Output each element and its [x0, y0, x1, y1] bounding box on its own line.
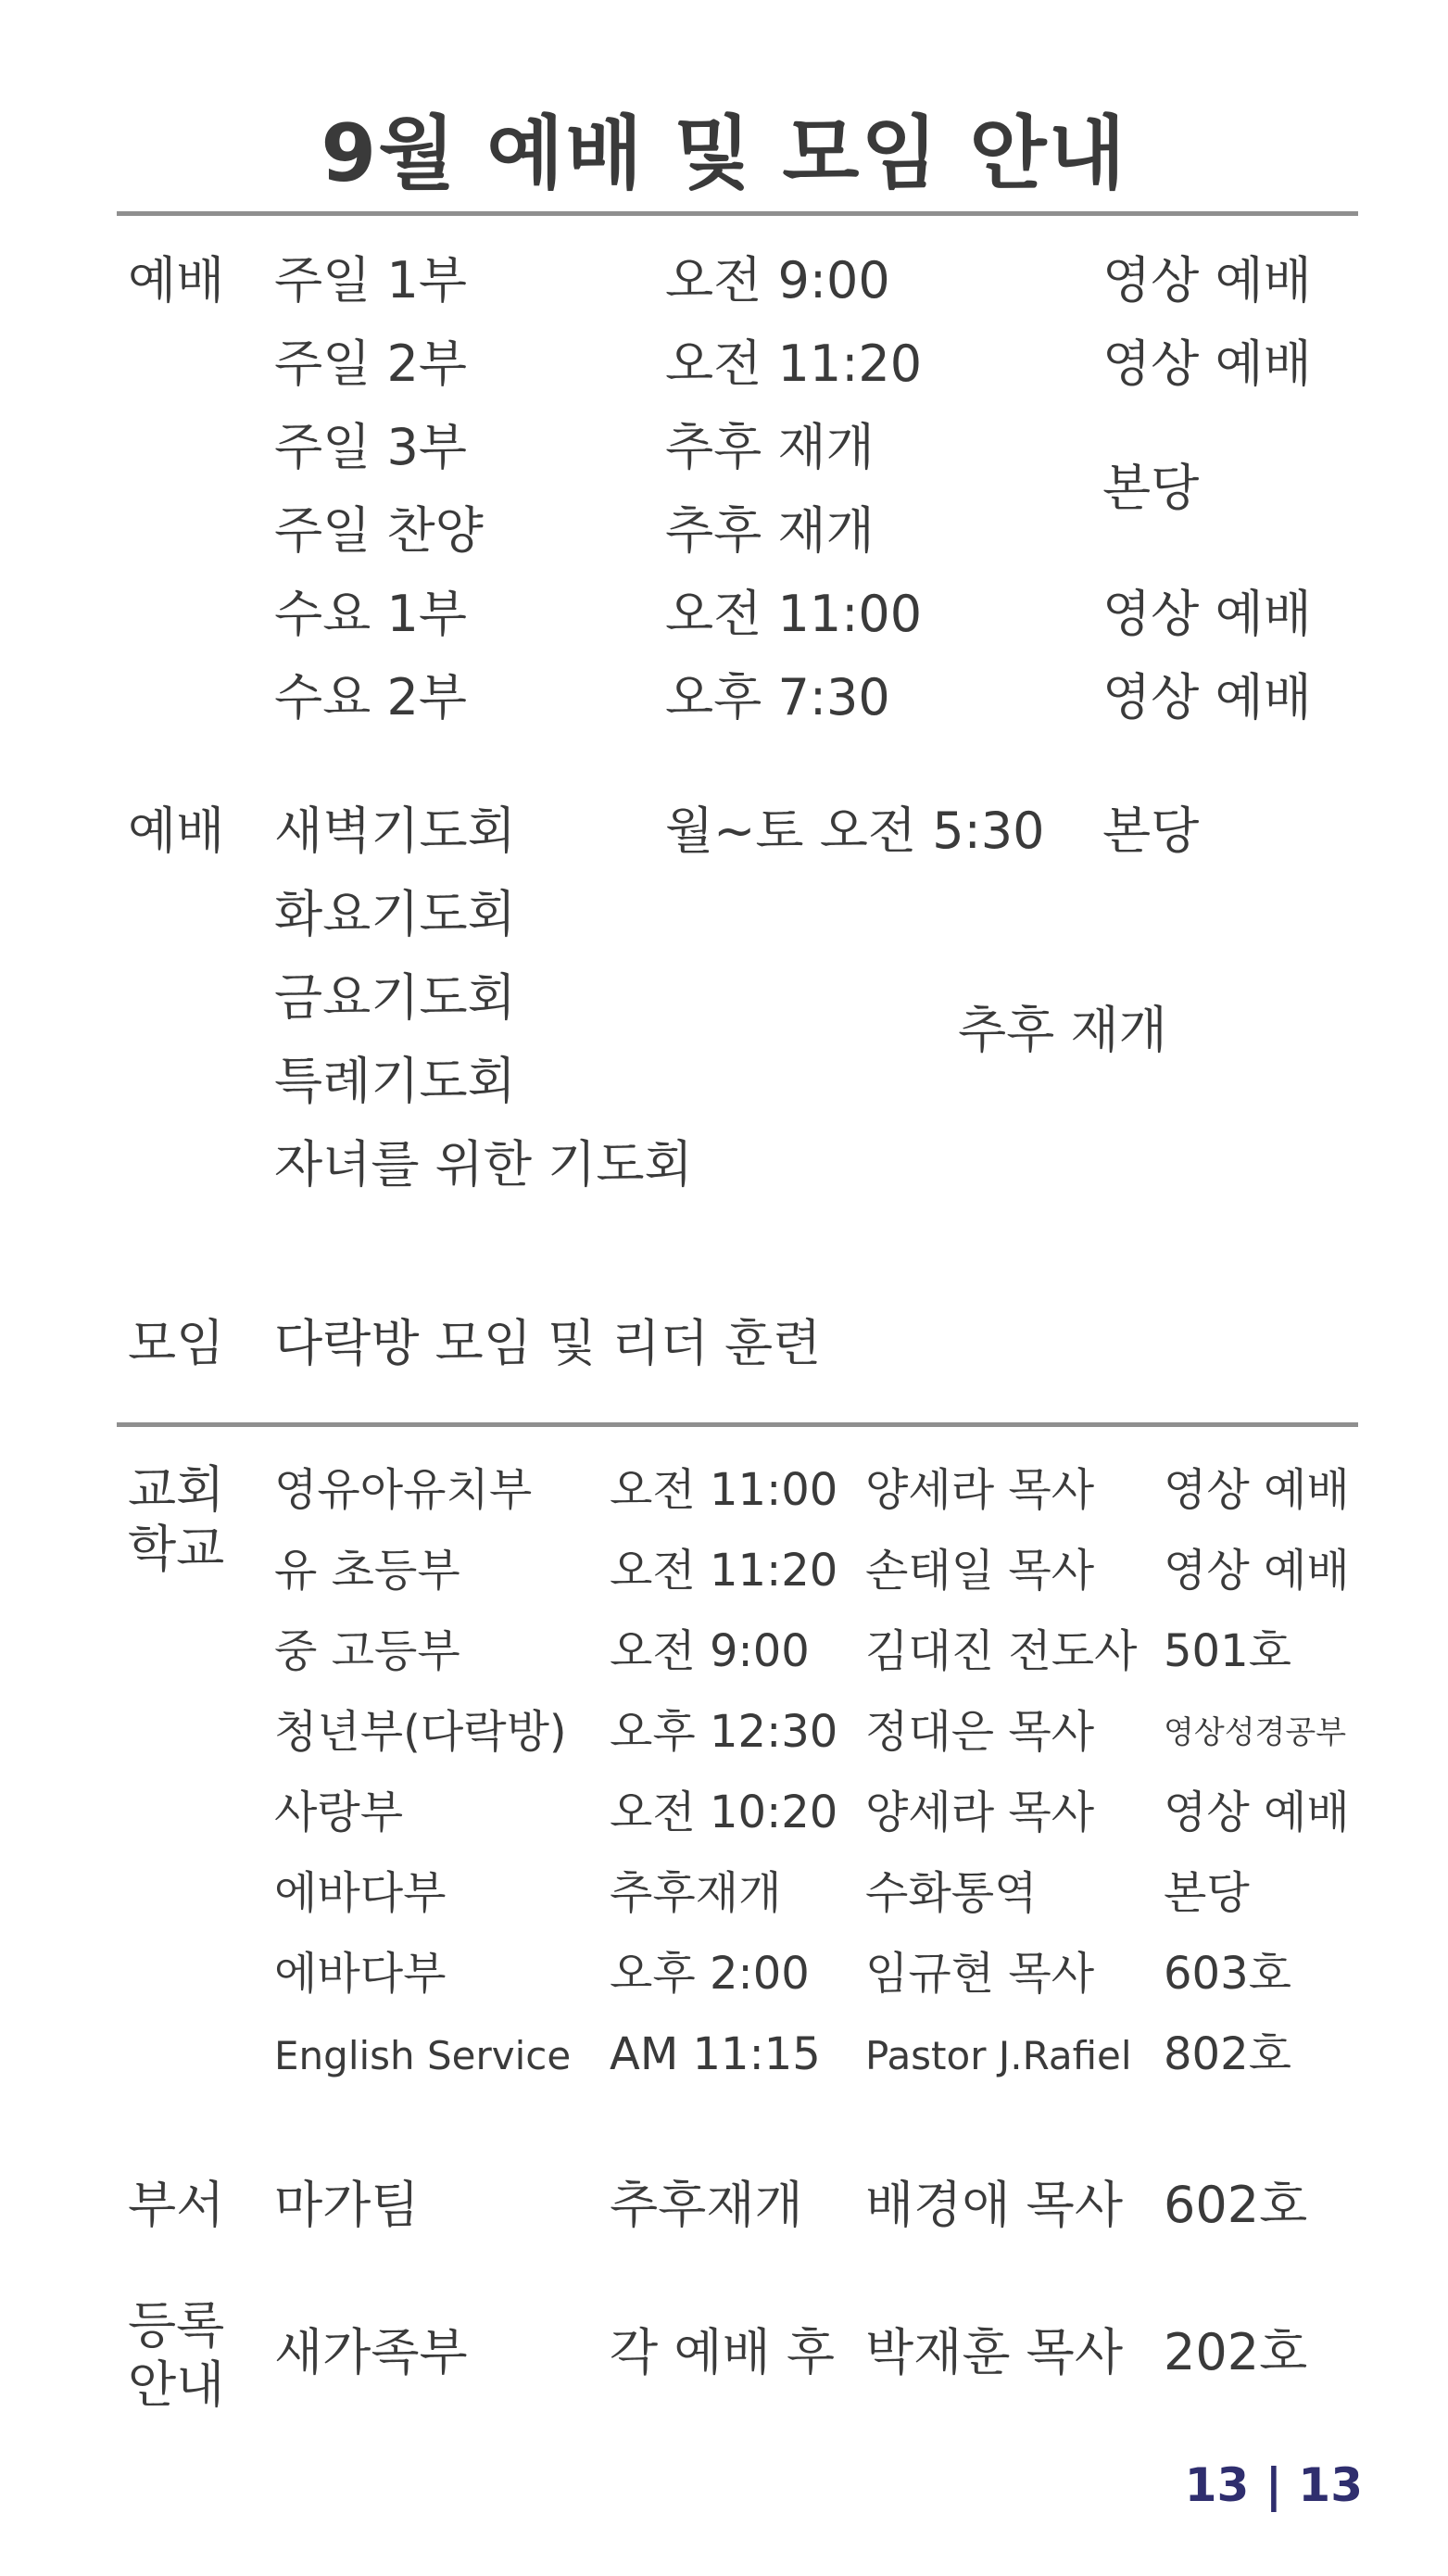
school-dept: English Service [274, 2033, 572, 2078]
section-label-line: 학교 [128, 1519, 225, 1578]
department-leader: 배경애 목사 [865, 2176, 1123, 2234]
school-dept: 유 초등부 [274, 1545, 460, 1597]
registration-name: 새가족부 [274, 2323, 468, 2381]
worship-time: 추후 재개 [665, 501, 875, 560]
school-place: 603호 [1164, 1948, 1291, 2000]
section-label: 예배 [128, 251, 225, 309]
section-label-line: 교회 [128, 1460, 225, 1519]
school-time: AM 11:15 [610, 2028, 821, 2080]
department-name: 마가팀 [274, 2176, 420, 2234]
meeting-text: 다락방 모임 및 리더 훈련 [274, 1314, 822, 1372]
registration-leader: 박재훈 목사 [865, 2323, 1123, 2381]
school-time: 오전 11:00 [610, 1464, 838, 1516]
worship-name: 주일 찬양 [274, 501, 484, 560]
prayer-name: 특례기도회 [274, 1052, 516, 1110]
worship-place: 영상 예배 [1102, 668, 1312, 726]
section-label: 부서 [128, 2176, 225, 2234]
registration-place: 202호 [1164, 2323, 1308, 2381]
section-label: 예배 [128, 802, 225, 860]
section-label [128, 1460, 224, 1578]
prayer-name: 금요기도회 [274, 968, 516, 1027]
school-leader: 김대진 전도사 [865, 1625, 1138, 1677]
school-place: 영상 예배 [1164, 1545, 1350, 1597]
worship-place: 영상 예배 [1102, 585, 1312, 643]
middle-divider [117, 1422, 1358, 1427]
worship-name: 수요 2부 [274, 668, 468, 726]
school-leader: 양세라 목사 [865, 1464, 1095, 1516]
school-dept: 중 고등부 [274, 1625, 460, 1677]
school-place: 영상 예배 [1164, 1464, 1350, 1516]
prayer-name: 자녀를 위한 기도회 [274, 1135, 693, 1193]
prayer-merged-note: 추후 재개 [958, 1001, 1167, 1059]
worship-place: 영상 예배 [1102, 251, 1312, 309]
prayer-place: 본당 [1102, 802, 1200, 860]
school-dept: 사랑부 [274, 1787, 404, 1838]
prayer-time: 월~토 오전 5:30 [665, 802, 1045, 860]
worship-time: 추후 재개 [665, 418, 875, 476]
school-place: 영상 예배 [1164, 1787, 1350, 1838]
school-place: 802호 [1164, 2028, 1291, 2080]
school-place: 영상성경공부 [1164, 1714, 1347, 1751]
page-title: 9월 예배 및 모임 안내 [321, 107, 1127, 200]
section-label-line: 안내 [128, 2355, 225, 2414]
worship-merged-place: 본당 [1102, 459, 1200, 517]
section-label-line: 등록 [128, 2296, 225, 2355]
registration-time: 각 예배 후 [610, 2323, 835, 2381]
school-leader: 임규현 목사 [865, 1948, 1095, 2000]
school-leader: 정대은 목사 [865, 1706, 1095, 1758]
worship-name: 주일 1부 [274, 251, 468, 309]
school-dept: 에바다부 [274, 1948, 447, 2000]
school-place: 501호 [1164, 1625, 1291, 1677]
department-place: 602호 [1164, 2176, 1308, 2234]
worship-time: 오전 9:00 [665, 251, 890, 309]
prayer-name: 새벽기도회 [274, 802, 516, 860]
school-time: 오후 12:30 [610, 1706, 838, 1758]
school-leader: 양세라 목사 [865, 1787, 1095, 1838]
worship-place: 영상 예배 [1102, 335, 1312, 393]
school-time: 오전 10:20 [610, 1787, 838, 1838]
page-total: 13 [1298, 2458, 1363, 2512]
page-current: 13 [1184, 2458, 1250, 2512]
school-dept: 영유아유치부 [274, 1464, 533, 1516]
school-time: 오후 2:00 [610, 1948, 810, 2000]
department-time: 추후재개 [610, 2176, 803, 2234]
school-dept: 에바다부 [274, 1867, 447, 1919]
section-label [128, 2296, 224, 2414]
school-time: 오전 9:00 [610, 1625, 810, 1677]
worship-time: 오전 11:00 [665, 585, 923, 643]
school-time: 추후재개 [610, 1867, 782, 1919]
page-number [1185, 2458, 1363, 2512]
school-dept: 청년부(다락방) [274, 1706, 567, 1758]
school-time: 오전 11:20 [610, 1545, 838, 1597]
school-leader: Pastor J.Rafiel [865, 2033, 1132, 2078]
worship-name: 주일 2부 [274, 335, 468, 393]
worship-name: 주일 3부 [274, 418, 468, 476]
prayer-name: 화요기도회 [274, 885, 516, 943]
worship-time: 오후 7:30 [665, 668, 890, 726]
page-separator: | [1265, 2458, 1282, 2512]
school-place: 본당 [1164, 1867, 1250, 1919]
section-label: 모임 [128, 1314, 225, 1372]
worship-time: 오전 11:20 [665, 335, 923, 393]
worship-name: 수요 1부 [274, 585, 468, 643]
top-divider [117, 211, 1358, 216]
school-leader: 수화통역 [865, 1867, 1038, 1919]
school-leader: 손태일 목사 [865, 1545, 1095, 1597]
